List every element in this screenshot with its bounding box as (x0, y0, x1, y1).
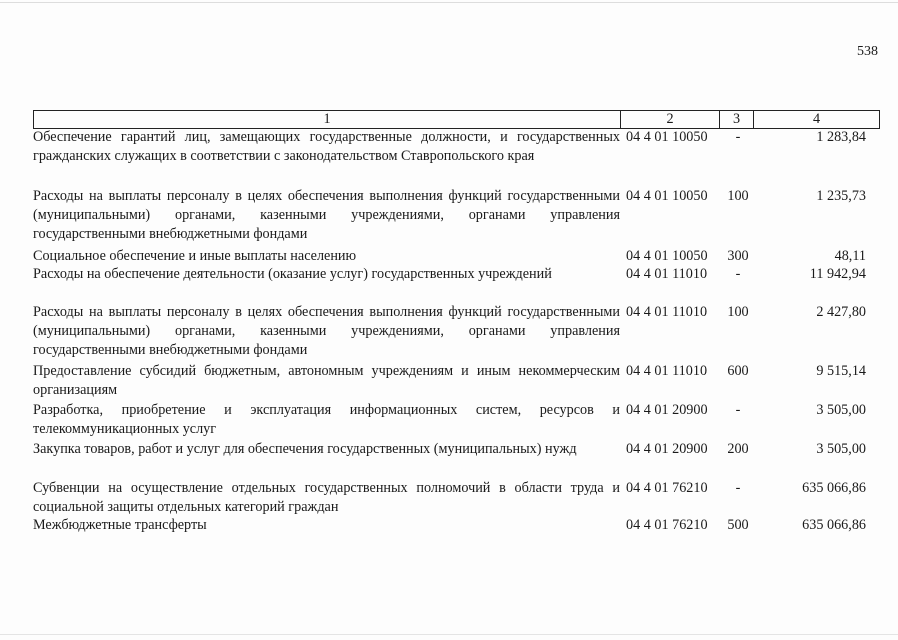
page-number: 538 (857, 44, 878, 59)
row-type: - (735, 129, 741, 145)
row-amount: 3 505,00 (816, 441, 866, 457)
row-code: 04 4 01 76210 (626, 480, 708, 496)
row-name: Социальное обеспечение и иные выплаты населению (33, 248, 357, 264)
row-name: Обеспечение гарантий лиц, замещающих государственные должности, и государственных гражданских служащих в соответствии с законодательством Ставропольского края (33, 129, 620, 164)
row-code: 04 4 01 11010 (626, 266, 708, 282)
row-code: 04 4 01 10050 (626, 248, 708, 264)
row-amount: 1 235,73 (816, 188, 866, 204)
row-code: 04 4 01 20900 (626, 402, 708, 418)
row-name: Межбюджетные трансферты (33, 517, 207, 533)
scan-edge-top (0, 2, 898, 3)
table-header (33, 110, 880, 129)
row-type: 600 (727, 363, 749, 379)
header-col-4: 4 (812, 111, 821, 127)
row-type: 200 (727, 441, 749, 457)
row-code: 04 4 01 10050 (626, 188, 708, 204)
row-code: 04 4 01 20900 (626, 441, 708, 457)
header-col-3: 3 (720, 111, 754, 128)
row-amount: 11 942,94 (809, 266, 866, 282)
scan-edge-bottom (0, 634, 898, 635)
row-amount: 2 427,80 (816, 304, 866, 320)
row-type: 100 (727, 304, 749, 320)
row-type: - (735, 480, 741, 496)
row-name: Расходы на выплаты персоналу в целях обеспечения выполнения функций государственными (муниципальными) органами, казенными учреждениями, органами управления государственными внебюджетными фондами (33, 188, 620, 242)
row-amount: 635 066,86 (802, 517, 866, 533)
row-code: 04 4 01 10050 (626, 129, 708, 145)
row-code: 04 4 01 11010 (626, 363, 708, 379)
row-amount: 1 283,84 (816, 129, 866, 145)
row-code: 04 4 01 11010 (626, 304, 708, 320)
row-code: 04 4 01 76210 (626, 517, 708, 533)
row-type: - (735, 402, 741, 418)
row-type: - (735, 266, 741, 282)
row-type: 500 (727, 517, 749, 533)
header-col-1: 1 (34, 111, 621, 128)
row-name: Расходы на выплаты персоналу в целях обеспечения выполнения функций государственными (муниципальными) органами, казенными учреждениями, органами управления государственными внебюджетными фондами (33, 304, 620, 358)
row-name: Субвенции на осуществление отдельных государственных полномочий в области труда и социальной защиты отдельных категорий граждан (33, 480, 620, 515)
row-type: 300 (727, 248, 749, 264)
header-col-2: 2 (621, 111, 720, 128)
row-amount: 635 066,86 (802, 480, 866, 496)
row-name: Закупка товаров, работ и услуг для обеспечения государственных (муниципальных) нужд (33, 441, 577, 457)
row-name: Предоставление субсидий бюджетным, автономным учреждениям и иным некоммерческим организациям (33, 363, 620, 398)
row-name: Разработка, приобретение и эксплуатация информационных систем, ресурсов и телекоммуникационных услуг (33, 402, 620, 437)
row-type: 100 (727, 188, 749, 204)
row-amount: 9 515,14 (816, 363, 866, 379)
row-name: Расходы на обеспечение деятельности (оказание услуг) государственных учреждений (33, 266, 552, 282)
row-amount: 48,11 (834, 248, 866, 264)
row-amount: 3 505,00 (816, 402, 866, 418)
